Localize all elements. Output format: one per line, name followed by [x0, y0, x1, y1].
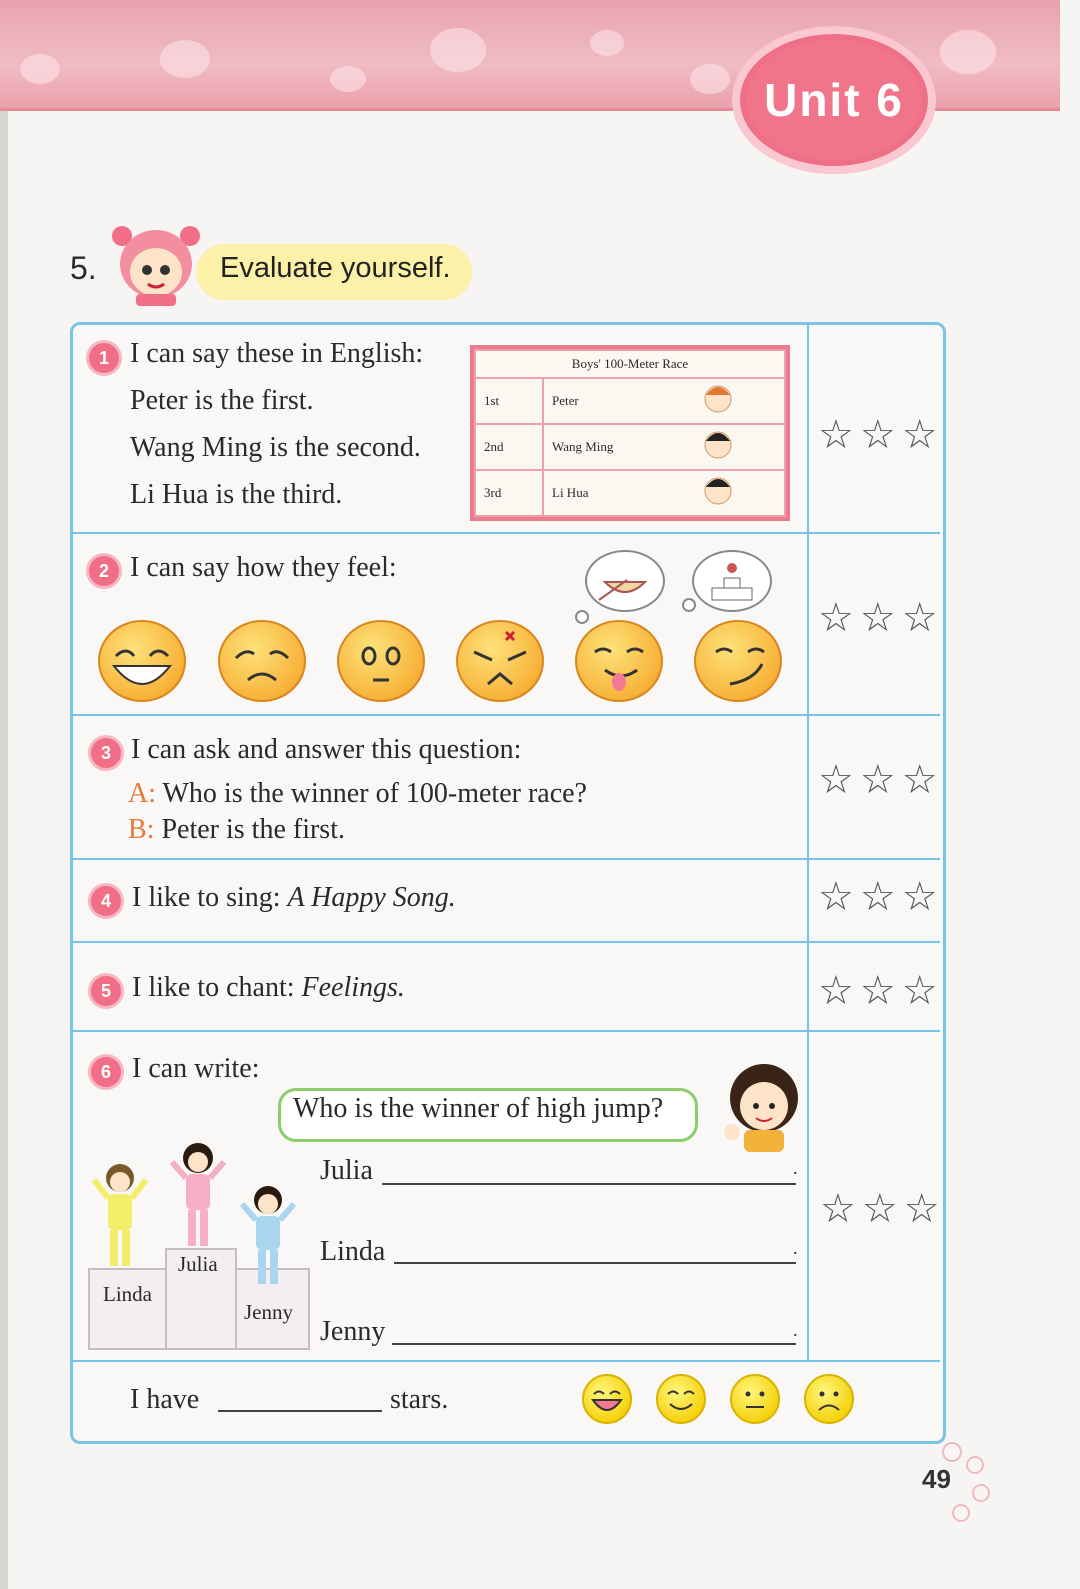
hungry-face-icon: [575, 620, 663, 702]
item-1-line: Peter is the first.: [130, 385, 314, 416]
speaker-a-label: A:: [128, 778, 156, 809]
answer-name-julia: Julia: [320, 1155, 373, 1186]
race-place: 2nd: [475, 424, 543, 470]
item-1-line: Li Hua is the third.: [130, 479, 343, 510]
noodles-thought-bubble-icon: [585, 550, 665, 612]
answer-name-jenny: Jenny: [320, 1316, 386, 1347]
speaker-b-label: B:: [128, 814, 155, 845]
dialogue-b-text: Peter is the first.: [161, 814, 345, 845]
dialogue-line-b: [128, 814, 345, 846]
section-title: Evaluate yourself.: [220, 252, 451, 284]
row-divider: [73, 1360, 940, 1362]
sad-face-icon: [218, 620, 306, 702]
row-divider: [73, 532, 940, 534]
item-number-3: 3: [88, 735, 124, 771]
ring-decoration: [966, 1456, 984, 1474]
answer-name-linda: Linda: [320, 1236, 386, 1267]
item-number-6: 6: [88, 1054, 124, 1090]
page-number: 49: [922, 1464, 951, 1494]
ring-decoration: [952, 1504, 970, 1522]
dialogue-line-a: [128, 778, 587, 810]
podium-label-first: Julia: [178, 1252, 218, 1276]
ring-decoration: [942, 1442, 962, 1462]
boy-face-icon: [702, 427, 734, 463]
chant-title: Feelings.: [301, 972, 405, 1003]
girl-speaker-icon: [718, 1060, 804, 1152]
grinning-face-icon[interactable]: [582, 1374, 632, 1424]
item-4-label: I like to sing:: [132, 882, 288, 913]
item-number-2: 2: [86, 553, 122, 589]
race-place: 1st: [475, 378, 543, 424]
row-divider: [73, 941, 940, 943]
star-rating[interactable]: ☆☆☆: [818, 595, 944, 641]
girl-jenny-icon: [238, 1182, 298, 1288]
item-3-heading: I can ask and answer this question:: [131, 734, 522, 765]
race-results-table: [470, 345, 790, 521]
section-number: 5.: [70, 250, 97, 286]
unit-label: Unit 6: [764, 74, 904, 126]
podium-thought-bubble-icon: [692, 550, 772, 612]
summary-prefix: I have: [130, 1384, 200, 1415]
happy-face-icon: [694, 620, 782, 702]
rating-column-divider: [807, 325, 809, 1362]
star-rating[interactable]: ☆☆☆: [818, 412, 944, 458]
answer-period: .: [793, 1158, 798, 1178]
frowning-face-icon[interactable]: [804, 1374, 854, 1424]
race-table-title: Boys' 100-Meter Race: [475, 350, 785, 378]
smiling-face-icon[interactable]: [656, 1374, 706, 1424]
song-title: A Happy Song.: [287, 882, 456, 913]
item-1-heading: I can say these in English:: [130, 338, 424, 369]
ring-decoration: [972, 1484, 990, 1502]
item-5-text: [132, 972, 405, 1004]
row-divider: [73, 1030, 940, 1032]
item-6-heading: I can write:: [132, 1053, 260, 1084]
star-rating[interactable]: ☆☆☆: [818, 874, 944, 920]
item-2-heading: I can say how they feel:: [130, 552, 397, 583]
paw-decoration: [430, 28, 486, 72]
star-rating[interactable]: ☆☆☆: [820, 1186, 946, 1232]
speech-question: Who is the winner of high jump?: [293, 1093, 664, 1124]
unit-badge: [732, 26, 936, 174]
answer-blank-julia[interactable]: [382, 1183, 796, 1185]
girl-linda-icon: [90, 1160, 150, 1272]
thought-dot: [682, 598, 696, 612]
answer-blank-jenny[interactable]: [392, 1343, 796, 1345]
neutral-face-icon[interactable]: [730, 1374, 780, 1424]
boy-face-icon: [702, 381, 734, 417]
boy-face-icon: [702, 473, 734, 509]
thought-dot: [575, 610, 589, 624]
row-divider: [73, 858, 940, 860]
paw-decoration: [590, 30, 624, 56]
answer-period: .: [793, 1238, 798, 1258]
race-name: Li Hua: [552, 485, 589, 500]
item-number-1: 1: [86, 340, 122, 376]
stars-count-blank[interactable]: [218, 1410, 382, 1412]
answer-period: .: [793, 1320, 798, 1340]
race-name: Wang Ming: [552, 439, 614, 454]
paw-decoration: [690, 64, 730, 94]
podium-label-third: Jenny: [244, 1300, 293, 1324]
paw-decoration: [330, 66, 366, 92]
star-rating[interactable]: ☆☆☆: [818, 757, 944, 803]
summary-suffix: stars.: [390, 1384, 449, 1415]
girl-mascot-icon: [108, 218, 204, 308]
star-rating[interactable]: ☆☆☆: [818, 968, 944, 1014]
answer-blank-linda[interactable]: [394, 1262, 796, 1264]
race-place: 3rd: [475, 470, 543, 516]
laughing-face-icon: [98, 620, 186, 702]
item-number-5: 5: [88, 973, 124, 1009]
item-5-label: I like to chant:: [132, 972, 302, 1003]
paw-decoration: [20, 54, 60, 84]
paw-decoration: [160, 40, 210, 78]
race-name: Peter: [552, 393, 579, 408]
item-number-4: 4: [88, 883, 124, 919]
item-1-line: Wang Ming is the second.: [130, 432, 421, 463]
angry-face-icon: [456, 620, 544, 702]
girl-julia-icon: [166, 1140, 230, 1250]
page-edge: [0, 0, 8, 1589]
row-divider: [73, 714, 940, 716]
item-4-text: [132, 882, 456, 914]
surprised-face-icon: [337, 620, 425, 702]
podium-label-second: Linda: [103, 1282, 152, 1306]
dialogue-a-text: Who is the winner of 100-meter race?: [162, 778, 587, 809]
paw-decoration: [940, 30, 996, 74]
